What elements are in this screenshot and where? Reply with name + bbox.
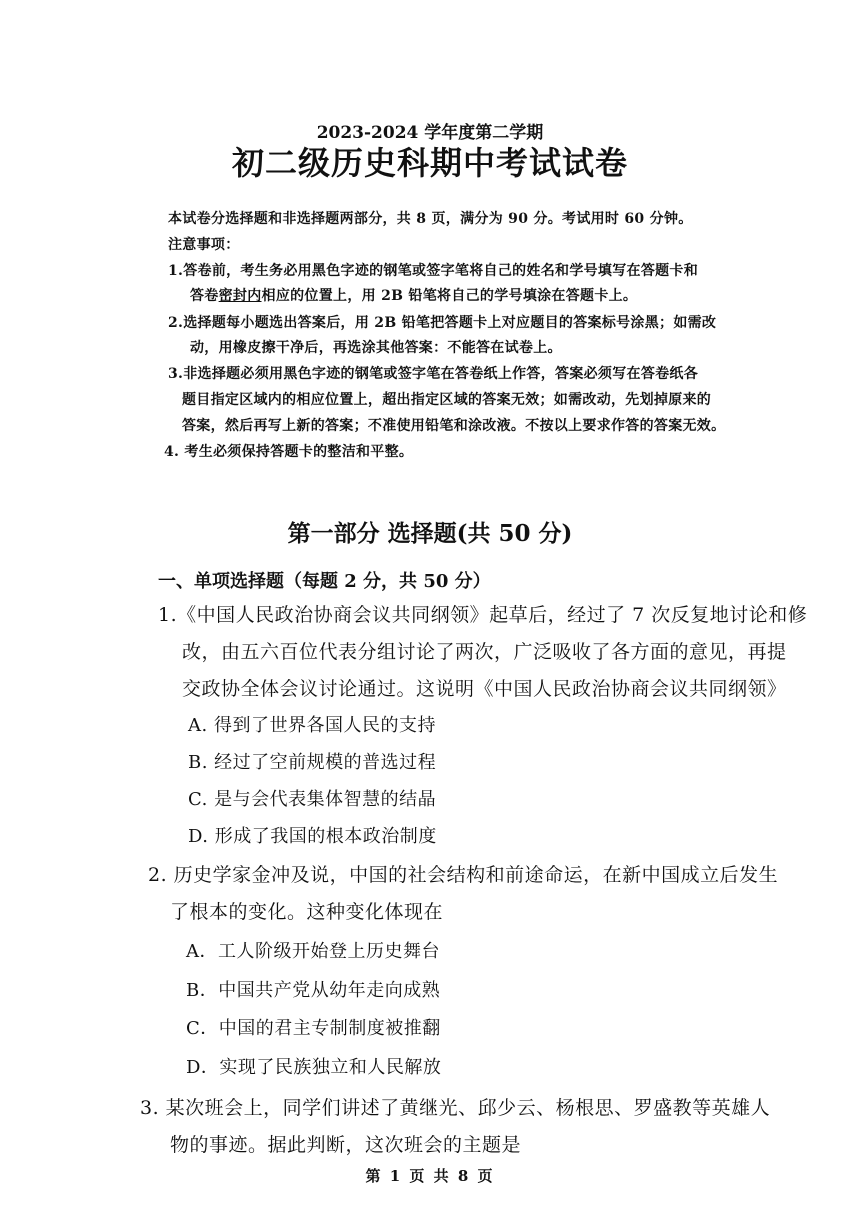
instruction-item-2-line-2: 动，用橡皮擦干净后，再选涂其他答案：不能答在试卷上。 [190,340,562,356]
instruction-item-1-line-2 [190,285,637,305]
question-2-line-2: 了根本的变化。这种变化体现在 [170,901,444,923]
instruction-item-1-post: 相应的位置上，用 2B 铅笔将自己的学号填涂在答题卡上。 [261,288,638,304]
subsection-title: 一、单项选择题（每题 2 分，共 50 分） [158,571,491,592]
notice-label: 注意事项： [168,237,240,253]
instruction-item-3-line-1: 3.非选择题必须用黑色字迹的钢笔或签字笔在答卷纸上作答，答案必须写在答卷纸各 [168,366,699,382]
question-1-line-2: 改，由五六百位代表分组讨论了两次，广泛吸收了各方面的意见，再提 [182,641,787,663]
question-1-option-d: D. 形成了我国的根本政治制度 [188,826,437,847]
question-1-line-3: 交政协全体会议讨论通过。这说明《中国人民政治协商会议共同纲领》 [182,678,787,700]
question-2-option-b: B．中国共产党从幼年走向成熟 [186,980,441,1001]
instruction-item-3-line-2: 题目指定区域内的相应位置上，超出指定区域的答案无效；如需改动，先划掉原来的 [182,392,712,408]
question-2-option-a: A．工人阶级开始登上历史舞台 [186,941,440,962]
question-2-option-d: D．实现了民族独立和人民解放 [186,1057,442,1078]
question-2-line-1: 2. 历史学家金冲及说，中国的社会结构和前途命运，在新中国成立后发生 [148,864,779,886]
instructions-intro: 本试卷分选择题和非选择题两部分，共 8 页，满分为 90 分。考试用时 60 分钟。 [168,211,693,227]
section-title: 第一部分 选择题(共 50 分) [287,520,573,547]
question-1-option-c: C. 是与会代表集体智慧的结晶 [188,789,437,810]
question-3-line-2: 物的事迹。据此判断，这次班会的主题是 [170,1134,522,1156]
exam-title: 初二级历史科期中考试试卷 [231,144,628,182]
instruction-item-2-line-1: 2.选择题每小题选出答案后，用 2B 铅笔把答题卡上对应题目的答案标号涂黑；如需改 [168,315,717,331]
instruction-item-1-pre: 答卷 [190,288,219,304]
question-1-option-b: B. 经过了空前规模的普选过程 [188,752,437,773]
instruction-item-1-underlined: 密封内 [218,288,262,304]
page-footer: 第 1 页 共 8 页 [365,1167,495,1185]
question-1-line-1: 1.《中国人民政治协商会议共同纲领》起草后，经过了 7 次反复地讨论和修 [158,604,808,626]
question-2-option-c: C．中国的君主专制制度被推翻 [186,1018,441,1039]
instruction-item-1-line-1: 1.答卷前，考生务必用黑色字迹的钢笔或签字笔将自己的姓名和学号填写在答题卡和 [168,263,699,279]
instruction-item-4: 4. 考生必须保持答题卡的整洁和平整。 [164,444,414,460]
exam-term: 2023-2024 学年度第二学期 [316,123,544,143]
instruction-item-3-line-3: 答案，然后再写上新的答案；不准使用铅笔和涂改液。不按以上要求作答的答案无效。 [182,418,726,434]
question-1-option-a: A. 得到了世界各国人民的支持 [188,715,436,736]
question-3-line-1: 3. 某次班会上，同学们讲述了黄继光、邱少云、杨根思、罗盛教等英雄人 [140,1097,771,1119]
